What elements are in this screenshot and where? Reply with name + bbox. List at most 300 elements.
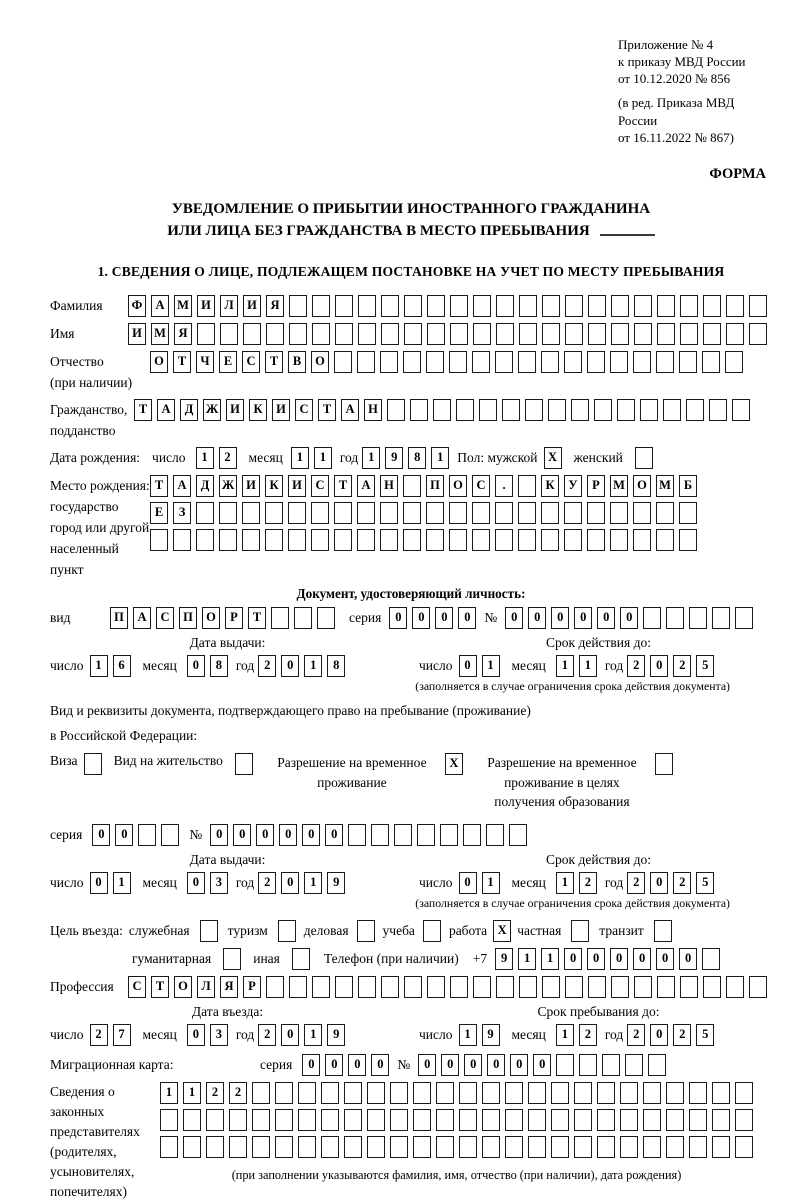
surname-label: Фамилия [50,297,103,313]
form-cell: 5 [696,872,714,894]
form-cell [643,1082,661,1104]
form-cell [183,1109,201,1131]
residence-permit-checkbox [235,753,253,775]
form-cell [482,1082,500,1104]
form-cell: 9 [327,1024,345,1046]
purpose-label: Цель въезда: [50,922,123,938]
form-cell [472,502,490,524]
sex-male-label: Пол: мужской [457,449,538,465]
form-cell [611,976,629,998]
form-cell: С [242,351,260,373]
form-cell [495,529,513,551]
form-cell [726,323,744,345]
form-cell: М [610,475,628,497]
form-cell [542,976,560,998]
form-cell: 2 [579,872,597,894]
birth-place-row2-cells [150,502,697,524]
form-cell [358,976,376,998]
form-cell: 3 [210,872,228,894]
birth-place-label [50,475,150,580]
form-cell [726,295,744,317]
form-cell [617,399,635,421]
form-cell [459,1136,477,1158]
representatives-row [50,1082,772,1202]
form-cell [265,529,283,551]
form-cell: 0 [505,607,523,629]
purpose-study-checkbox [423,920,441,942]
purpose-official-checkbox [200,920,218,942]
form-cell: П [110,607,128,629]
form-cell [712,1136,730,1158]
form-cell: Т [318,399,336,421]
form-cell [735,1082,753,1104]
form-cell [371,824,389,846]
form-cell: 0 [187,1024,205,1046]
purpose-official-label: служебная [128,922,190,938]
form-cell: Е [219,351,237,373]
form-cell [597,1136,615,1158]
residence-dates [50,852,772,894]
section1-heading: 1. СВЕДЕНИЯ О ЛИЦЕ, ПОДЛЕЖАЩЕМ ПОСТАНОВКЕ НА УЧЕТ ПО МЕСТУ ПРЕБЫВАНИЯ [97,263,725,279]
form-cell [505,1082,523,1104]
form-cell [542,323,560,345]
form-cell [413,1136,431,1158]
stay-month-label: месяц [511,1026,546,1042]
form-cell: И [288,475,306,497]
purpose-transit-label: транзит [599,922,644,938]
residence-valid-month-cells [556,872,597,894]
form-cell: С [156,607,174,629]
patronymic-label-line1: Отчество [50,353,104,369]
form-cell [348,824,366,846]
form-cell [436,1082,454,1104]
form-cell: А [173,475,191,497]
form-cell: А [151,295,169,317]
migration-series-label: серия [260,1056,293,1072]
form-cell: 1 [291,447,309,469]
form-cell [702,948,720,970]
form-cell: 2 [673,872,691,894]
issue-month-label: месяц [142,657,177,673]
form-cell: 0 [281,655,299,677]
form-cell [334,529,352,551]
form-cell [495,351,513,373]
form-cell [387,399,405,421]
form-cell [551,1136,569,1158]
form-cell: 2 [627,872,645,894]
representatives-row3-cells [160,1136,753,1158]
residence-valid-head: Срок действия до: [546,851,651,867]
form-cell [289,323,307,345]
birth-day-label: число [152,449,186,465]
identity-series-cells [389,607,476,629]
identity-doc-row [50,607,772,629]
representatives-row1-cells [160,1082,753,1104]
issue-month-cells [187,655,228,677]
form-cell [703,323,721,345]
form-cell [312,295,330,317]
residence-doc-options [50,753,772,812]
citizenship-label [50,399,134,441]
form-cell: 0 [279,824,297,846]
form-cell: Б [679,475,697,497]
form-cell [404,976,422,998]
form-cell [495,502,513,524]
form-cell [271,607,289,629]
purpose-business-label: деловая [303,922,349,938]
temp-residence-education-checkbox [655,753,673,775]
form-cell: 0 [679,948,697,970]
form-cell [702,351,720,373]
form-cell: 0 [281,1024,299,1046]
form-cell [242,529,260,551]
visa-checkbox [84,753,102,775]
form-cell [633,529,651,551]
stay-until-row [405,1024,792,1046]
form-cell: 0 [487,1054,505,1076]
form-cell: 8 [408,447,426,469]
purpose-work-label: работа [448,922,488,938]
form-cell: Е [150,502,168,524]
form-cell [312,976,330,998]
header-note-line5: от 16.11.2022 № 867) [618,129,735,145]
entry-year-label: год [235,1026,255,1042]
form-cell [519,323,537,345]
form-cell: О [202,607,220,629]
form-cell: 0 [90,872,108,894]
form-cell [749,976,767,998]
form-cell [311,502,329,524]
valid-year-cells [627,655,714,677]
form-cell: 2 [673,655,691,677]
form-cell [565,295,583,317]
form-cell: 0 [302,1054,320,1076]
purpose-work-checkbox: X [493,920,511,942]
form-cell: 0 [92,824,110,846]
birth-month-label: месяц [248,449,283,465]
birth-place-row3-cells [150,529,697,551]
form-cell [403,502,421,524]
form-cell [450,295,468,317]
purpose-row2 [132,948,772,970]
form-cell [518,529,536,551]
form-cell [265,502,283,524]
form-cell [150,529,168,551]
form-cell [680,295,698,317]
form-cell [666,607,684,629]
form-cell: 0 [435,607,453,629]
form-cell: Т [151,976,169,998]
form-cell [275,1109,293,1131]
phone-label: Телефон (при наличии) [323,950,459,966]
form-cell: 1 [196,447,214,469]
form-cell [749,323,767,345]
form-cell [358,295,376,317]
form-cell: 0 [325,1054,343,1076]
form-cell: . [495,475,513,497]
form-cell: 0 [441,1054,459,1076]
form-cell: Т [334,475,352,497]
forma-label: ФОРМА [709,165,766,182]
form-cell: Р [225,607,243,629]
issue-day-label: число [50,657,84,673]
form-cell [620,1136,638,1158]
header-note-line4: (в ред. Приказа МВД России [618,95,735,128]
form-cell: Н [380,475,398,497]
form-cell [680,323,698,345]
form-cell [640,399,658,421]
form-cell [634,323,652,345]
birth-place-label-line3: город или другой [50,519,150,535]
issue-year-label: год [235,657,255,673]
identity-type-cells [110,607,335,629]
sex-female-checkbox [635,447,653,469]
residence-validity-note: (заполняется в случае ограничения срока действия документа) [415,895,730,910]
residence-issue-head: Дата выдачи: [189,851,266,867]
form-cell: И [243,295,261,317]
form-cell [413,1109,431,1131]
form-cell [334,502,352,524]
form-cell: Р [587,475,605,497]
residence-doc-line2: в Российской Федерации: [50,727,198,743]
form-cell [367,1136,385,1158]
form-cell [252,1136,270,1158]
form-cell [473,295,491,317]
form-cell: Ж [219,475,237,497]
form-cell [482,1136,500,1158]
valid-day-label: число [419,657,453,673]
identity-number-cells [505,607,753,629]
form-cell: 1 [482,872,500,894]
form-cell: 8 [210,655,228,677]
form-cell [574,1109,592,1131]
purpose-private-label: частная [517,922,562,938]
form-cell [594,399,612,421]
form-cell [357,351,375,373]
form-cell [509,824,527,846]
migration-number-cells [418,1054,666,1076]
identity-valid-row [405,655,792,677]
form-cell [473,323,491,345]
form-cell: 1 [304,872,322,894]
valid-month-label: месяц [511,657,546,673]
form-cell: Т [248,607,266,629]
form-cell: Л [197,976,215,998]
form-cell [298,1082,316,1104]
residence-valid-day-label: число [419,874,453,890]
form-cell [404,295,422,317]
entry-month-cells [187,1024,228,1046]
residence-issue-col [50,852,405,894]
form-cell [610,351,628,373]
form-cell [229,1136,247,1158]
residence-number-label: № [189,826,203,842]
form-cell [602,1054,620,1076]
form-cell: Ж [203,399,221,421]
birth-place-label-line4: населенный пункт [50,540,119,577]
form-cell: 0 [418,1054,436,1076]
form-cell [426,502,444,524]
form-cell [288,529,306,551]
residence-series-label: серия [50,826,83,842]
residence-series-cells [92,824,179,846]
residence-issue-year-cells [258,872,345,894]
form-cell [403,475,421,497]
form-cell: А [157,399,175,421]
form-cell [321,1136,339,1158]
birth-place-cells [150,475,697,551]
form-cell: 0 [620,607,638,629]
surname-cells [128,295,767,317]
form-cell [243,323,261,345]
form-cell: Я [174,323,192,345]
form-cell [413,1082,431,1104]
form-cell [528,1109,546,1131]
title-blank-underline [600,232,655,236]
form-cell: 0 [528,607,546,629]
form-cell: У [564,475,582,497]
form-cell [252,1082,270,1104]
form-cell [749,295,767,317]
residence-permit-label: Вид на жительство [113,752,223,768]
form-cell: 6 [113,655,131,677]
form-cell: 0 [551,607,569,629]
form-cell: 2 [258,1024,276,1046]
temp-residence-checkbox: X [445,753,463,775]
form-cell [380,529,398,551]
form-cell: 0 [233,824,251,846]
form-cell [335,295,353,317]
form-cell [252,1109,270,1131]
form-cell: 0 [597,607,615,629]
form-cell [433,399,451,421]
form-cell [357,502,375,524]
form-cell [436,1109,454,1131]
form-cell: С [128,976,146,998]
form-cell [587,351,605,373]
form-cell [709,399,727,421]
form-cell [294,607,312,629]
form-cell: 0 [656,948,674,970]
form-cell [712,607,730,629]
firstname-label: Имя [50,325,75,341]
residence-valid-row [405,872,792,894]
residence-issue-month-label: месяц [142,874,177,890]
form-cell [663,399,681,421]
form-cell [440,824,458,846]
form-cell [732,399,750,421]
form-cell: 0 [574,607,592,629]
form-cell [610,502,628,524]
form-cell: 1 [556,1024,574,1046]
form-cell [344,1082,362,1104]
form-cell: К [249,399,267,421]
form-cell [518,351,536,373]
form-cell: 1 [113,872,131,894]
form-cell [473,976,491,998]
profession-label: Профессия [50,978,114,994]
form-cell: О [449,475,467,497]
form-cell: 2 [627,655,645,677]
residence-permit-option [114,753,253,775]
form-cell [611,295,629,317]
form-cell: Я [220,976,238,998]
form-cell: Р [243,976,261,998]
form-cell [472,351,490,373]
form-cell [206,1109,224,1131]
migration-card-row [50,1054,772,1076]
form-cell [574,1082,592,1104]
form-cell [505,1109,523,1131]
stay-day-cells [459,1024,500,1046]
form-cell: 0 [256,824,274,846]
form-cell [643,607,661,629]
form-cell [381,295,399,317]
form-cell [266,323,284,345]
birth-place-label-line1: Место рождения: [50,477,150,493]
form-cell: 0 [459,872,477,894]
residence-doc-line1: Вид и реквизиты документа, подтверждающего право на пребывание (проживание) [50,702,531,718]
form-cell: И [197,295,215,317]
birth-place-label-line2: государство [50,498,119,514]
form-cell [610,529,628,551]
form-cell [574,1136,592,1158]
form-cell: 0 [281,872,299,894]
form-cell [519,295,537,317]
form-cell: С [295,399,313,421]
form-cell [403,529,421,551]
form-cell: Т [134,399,152,421]
form-cell [183,1136,201,1158]
form-cell [197,323,215,345]
form-cell [404,323,422,345]
form-cell [657,976,675,998]
identity-issue-head: Дата выдачи: [189,634,266,650]
stay-year-cells [627,1024,714,1046]
residence-issue-day-cells [90,872,131,894]
birth-place-row1-cells [150,475,697,497]
form-cell [541,529,559,551]
form-cell: 1 [431,447,449,469]
form-cell [449,351,467,373]
surname-row [50,295,772,317]
migration-card-label: Миграционная карта: [50,1056,174,1072]
form-cell: О [174,976,192,998]
form-cell [449,529,467,551]
form-cell: 0 [371,1054,389,1076]
stay-until-head: Срок пребывания до: [537,1003,660,1019]
form-cell [266,976,284,998]
form-cell [298,1136,316,1158]
form-cell: Н [364,399,382,421]
form-cell [298,1109,316,1131]
form-cell: 7 [113,1024,131,1046]
form-cell: 0 [650,1024,668,1046]
migration-number-label: № [397,1056,411,1072]
form-cell [579,1054,597,1076]
form-cell [597,1109,615,1131]
phone-prefix: +7 [472,950,488,966]
form-cell [505,1136,523,1158]
form-cell [486,824,504,846]
form-cell: 1 [314,447,332,469]
header-note-line3: от 10.12.2020 № 856 [618,71,731,87]
form-cell [666,1109,684,1131]
birth-year-label: год [339,449,359,465]
residence-valid-year-label: год [604,874,624,890]
form-cell [344,1136,362,1158]
form-cell: О [633,475,651,497]
